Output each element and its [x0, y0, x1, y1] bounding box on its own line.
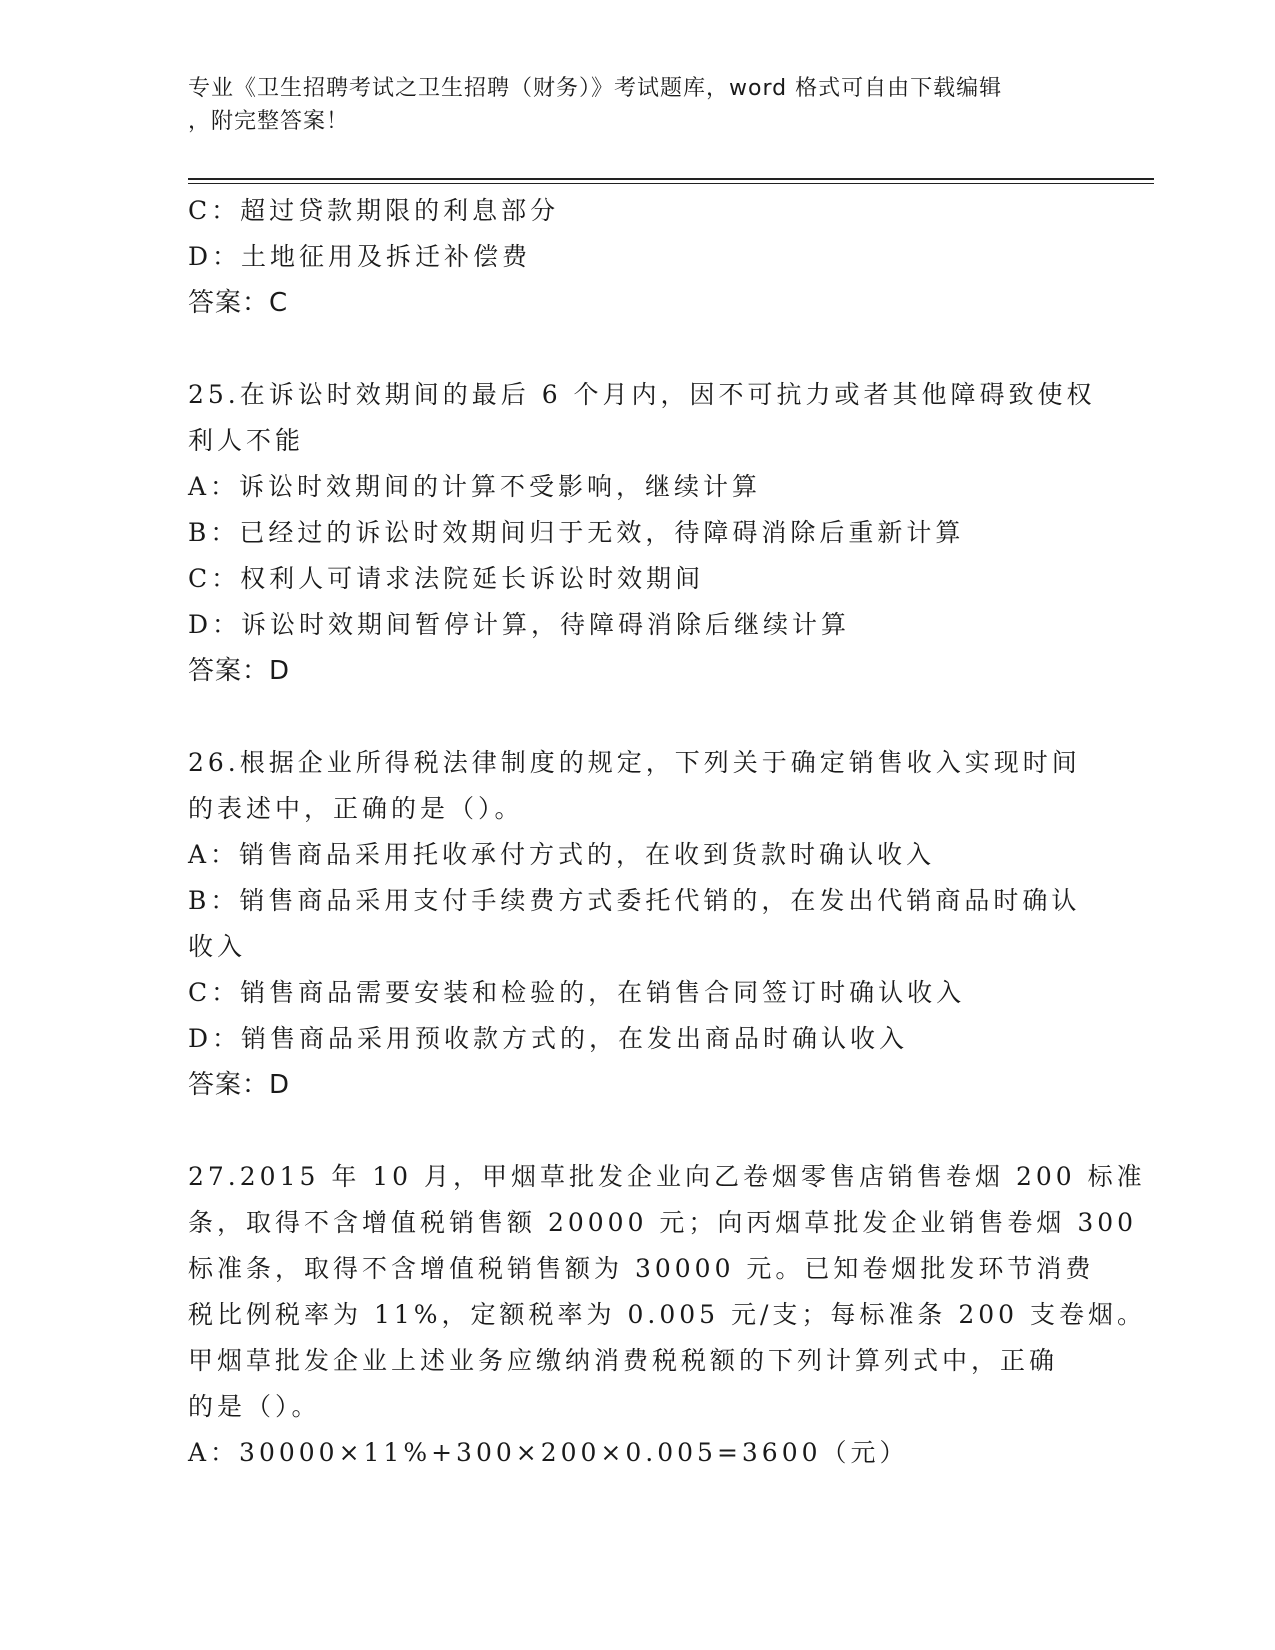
question-list	[188, 188, 1147, 1476]
question-continued	[188, 188, 1088, 326]
option-c: C：权利人可请求法院延长诉讼时效期间	[188, 564, 705, 593]
question-25	[188, 372, 1096, 694]
option-b: B：销售商品采用支付手续费方式委托代销的，在发出代销商品时确认	[188, 886, 1081, 915]
header-rule	[188, 178, 1154, 180]
question-stem: 甲烟草批发企业上述业务应缴纳消费税税额的下列计算列式中，正确	[188, 1346, 1059, 1375]
question-stem: 的表述中，正确的是（）。	[188, 794, 524, 823]
question-stem: 27.2015 年 10 月，甲烟草批发企业向乙卷烟零售店销售卷烟 200 标准	[188, 1162, 1146, 1191]
option-a: A：诉讼时效期间的计算不受影响，继续计算	[188, 472, 762, 501]
option-b-continued: 收入	[188, 932, 247, 961]
question-26	[188, 740, 1088, 1108]
option-a: A：销售商品采用托收承付方式的，在收到货款时确认收入	[188, 840, 936, 869]
answer-line: 答案：D	[188, 1070, 291, 1100]
spacer	[188, 326, 1088, 372]
option-a: A：30000×11%+300×200×0.005=3600（元）	[188, 1438, 909, 1467]
question-stem: 的是（）。	[188, 1392, 321, 1421]
header-line: 专业《卫生招聘考试之卫生招聘（财务）》考试题库，word 格式可自由下载编辑	[188, 76, 1003, 101]
option-d: D：销售商品采用预收款方式的，在发出商品时确认收入	[188, 1024, 909, 1053]
question-stem: 标准条，取得不含增值税销售额为 30000 元。已知卷烟批发环节消费	[188, 1254, 1095, 1283]
option-b: B：已经过的诉讼时效期间归于无效，待障碍消除后重新计算	[188, 518, 965, 547]
option-c: C：销售商品需要安装和检验的，在销售合同签订时确认收入	[188, 978, 966, 1007]
question-stem: 26.根据企业所得税法律制度的规定，下列关于确定销售收入实现时间	[188, 748, 1081, 777]
header-rule-thin	[188, 183, 1154, 184]
spacer	[188, 1108, 1088, 1154]
answer-line: 答案：C	[188, 288, 289, 318]
option-d: D：诉讼时效期间暂停计算，待障碍消除后继续计算	[188, 610, 851, 639]
question-27	[188, 1154, 1147, 1476]
header-line: ，附完整答案！	[188, 109, 350, 134]
option-d: D：土地征用及拆迁补偿费	[188, 242, 532, 271]
document-header	[188, 72, 1068, 138]
option-c: C：超过贷款期限的利息部分	[188, 196, 560, 225]
question-stem: 税比例税率为 11%，定额税率为 0.005 元/支；每标准条 200 支卷烟。	[188, 1300, 1147, 1329]
spacer	[188, 694, 1088, 740]
question-stem: 25.在诉讼时效期间的最后 6 个月内，因不可抗力或者其他障碍致使权	[188, 380, 1096, 409]
question-stem: 利人不能	[188, 426, 305, 455]
question-stem: 条，取得不含增值税销售额 20000 元；向丙烟草批发企业销售卷烟 300	[188, 1208, 1138, 1237]
answer-line: 答案：D	[188, 656, 291, 686]
